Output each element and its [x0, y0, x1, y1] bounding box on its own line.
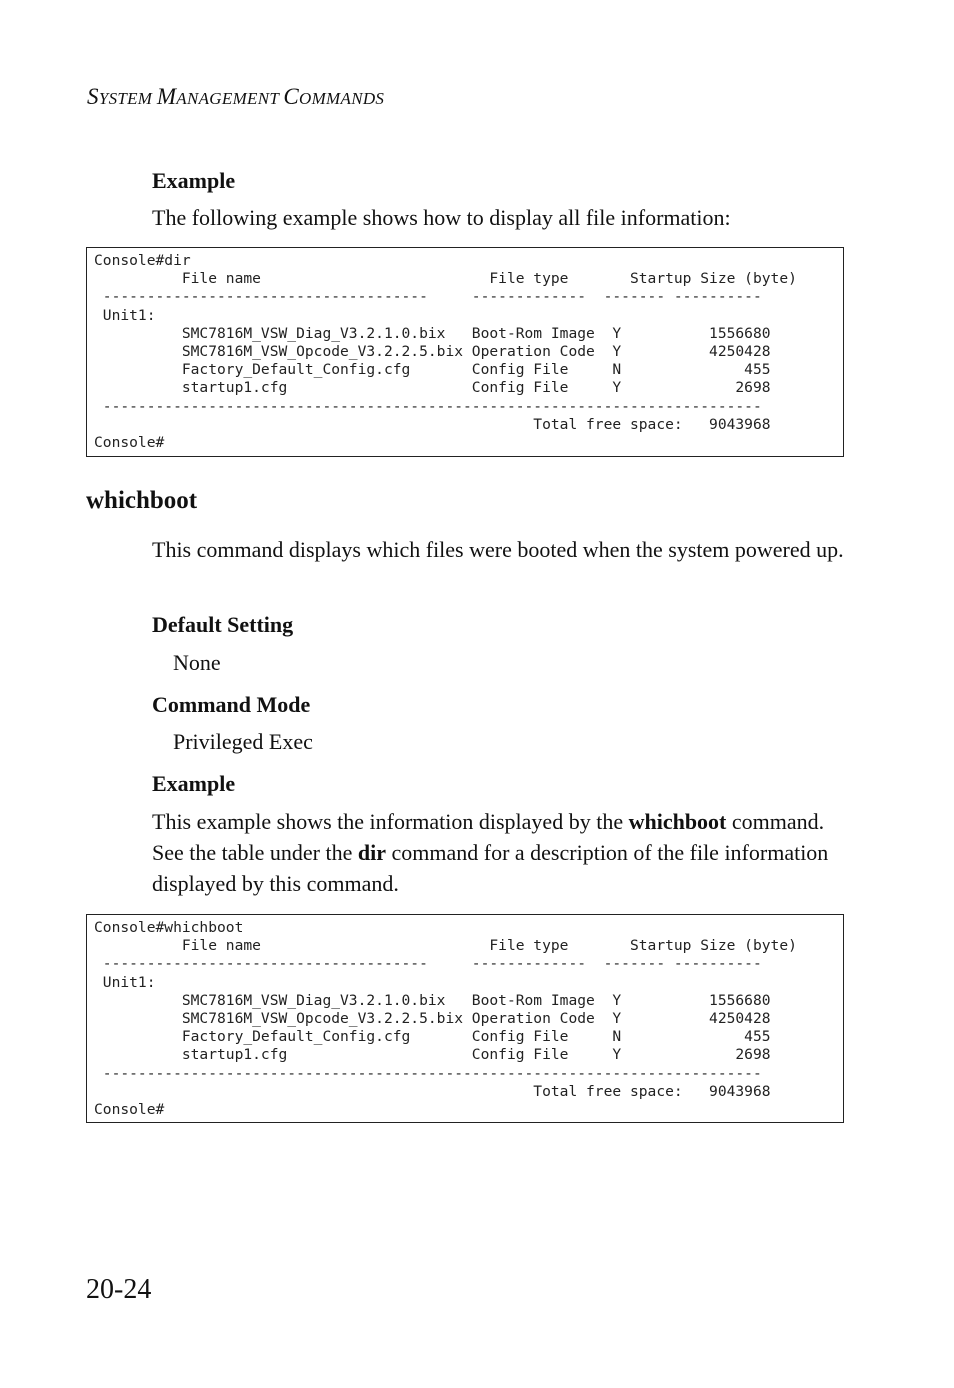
header-rest-2: ANAGEMENT — [176, 89, 284, 108]
dir-console-output: Console#dir File name File type Startup Size (byte) ------------------------------------- ------------- ------- ---------- Unit1: SMC7816M_VSW_Diag_V3.2.1.0.bix Boot-Rom Image Y 1556680 SMC7816M_VSW_Opcode_V3.2.2.5.bix Operation Code Y 4250428 Factory_Default_Config.cfg Config File N 455 startup1.cfg Config File Y 2698 --------------------------------------------------------------------------- Total free space: 9043968 Console# — [94, 252, 797, 452]
command-mode-value: Privileged Exec — [173, 729, 313, 754]
header-cap-2: M — [156, 84, 177, 109]
running-header — [87, 84, 384, 110]
example-bold-dir: dir — [357, 840, 386, 865]
whichboot-description: This command displays which files were booted when the system powered up. — [152, 537, 844, 562]
example-text-2: command. See the table under the — [152, 809, 825, 865]
whichboot-example-paragraph — [152, 806, 842, 899]
header-cap-1: S — [87, 84, 99, 109]
example-text-1: This example shows the information displayed by the — [152, 809, 629, 834]
page-number: 20-24 — [86, 1274, 152, 1305]
command-mode-heading: Command Mode — [152, 692, 311, 717]
header-rest-1: YSTEM — [98, 89, 157, 108]
dir-example-intro: The following example shows how to display all file information: — [152, 205, 731, 230]
whichboot-example-heading: Example — [152, 771, 236, 796]
example-bold-whichboot: whichboot — [628, 809, 727, 834]
default-setting-heading: Default Setting — [152, 612, 294, 637]
header-cap-3: C — [283, 84, 300, 109]
whichboot-console-output: Console#whichboot File name File type Startup Size (byte) ------------------------------------- ------------- ------- ---------- Unit1: SMC7816M_VSW_Diag_V3.2.1.0.bix Boot-Rom Image Y 1556680 SMC7816M_VSW_Opcode_V3.2.2.5.bix Operation Code Y 4250428 Factory_Default_Config.cfg Config File N 455 startup1.cfg Config File Y 2698 --------------------------------------------------------------------------- Total free space: 9043968 Console# — [94, 919, 797, 1119]
header-rest-3: OMMANDS — [299, 89, 385, 108]
dir-console-box — [86, 247, 844, 457]
example-text-3: command for a description of the file information displayed by this command. — [152, 840, 829, 896]
dir-example-heading: Example — [152, 168, 236, 193]
default-setting-value: None — [173, 650, 221, 675]
section-title: whichboot — [86, 487, 198, 514]
whichboot-console-box — [86, 914, 844, 1123]
